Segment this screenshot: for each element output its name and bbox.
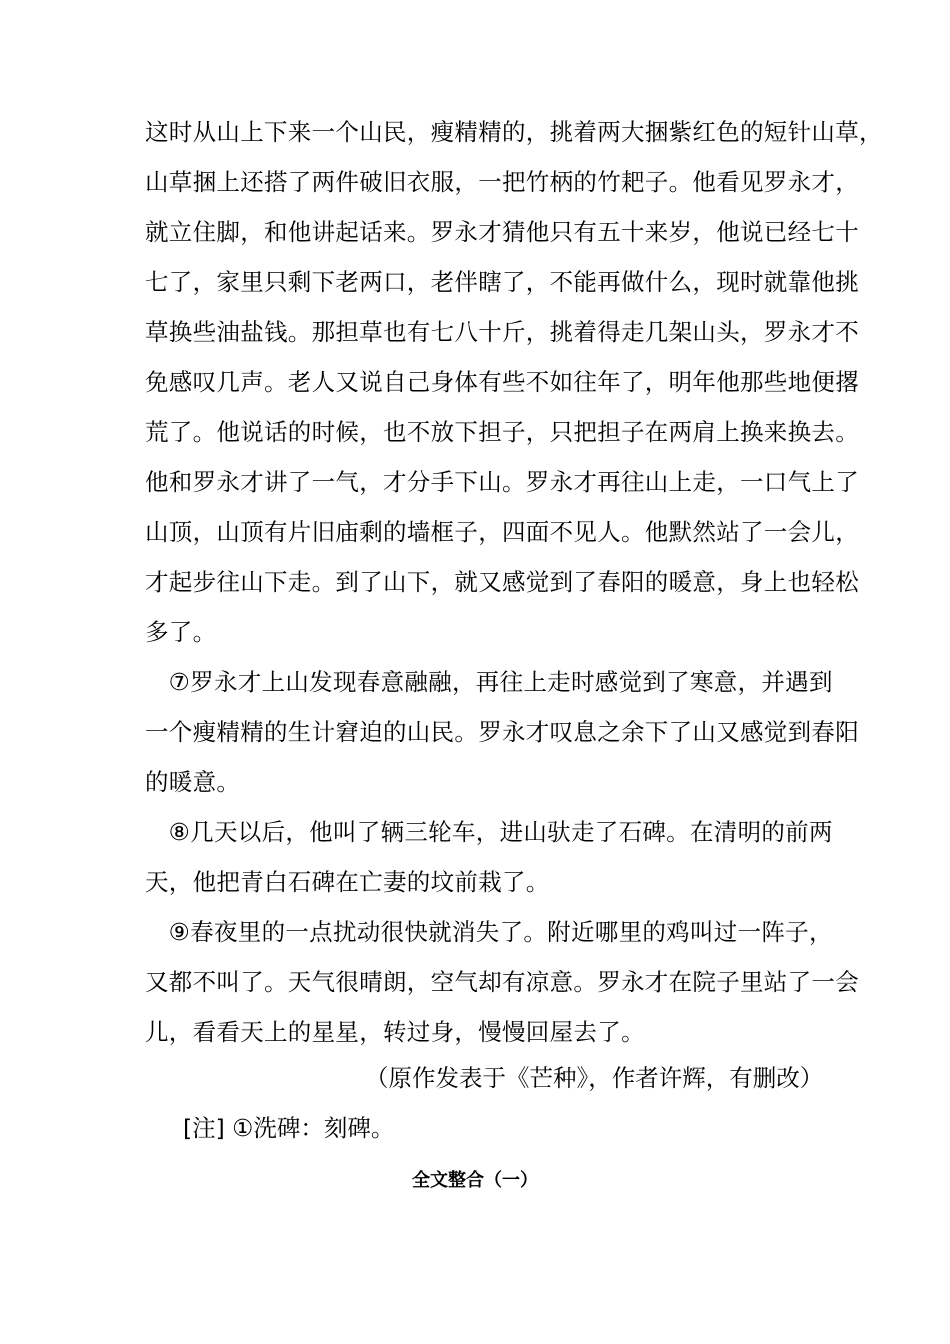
text-line: 多了。	[145, 618, 217, 646]
text-line: 七了，家里只剩下老两口，老伴瞎了，不能再做什么，现时就靠他挑	[145, 268, 859, 296]
text-line: 荒了。他说话的时候，也不放下担子，只把担子在两肩上换来换去。	[145, 418, 859, 446]
text-line: 这时从山上下来一个山民，瘦精精的，挑着两大捆紫红色的短针山草，	[145, 118, 883, 146]
text-line: 草换些油盐钱。那担草也有七八十斤，挑着得走几架山头，罗永才不	[145, 318, 859, 346]
text-line: 一个瘦精精的生计窘迫的山民。罗永才叹息之余下了山又感觉到春阳	[145, 718, 859, 746]
paragraph-7-line: ⑦罗永才上山发现春意融融，再往上走时感觉到了寒意，并遇到	[145, 668, 833, 696]
text-line: 儿，看看天上的星星，转过身，慢慢回屋去了。	[145, 1018, 645, 1046]
section-title: 全文整合（一）	[412, 1170, 538, 1191]
paragraph-9-line: ⑨春夜里的一点扰动很快就消失了。附近哪里的鸡叫过一阵子，	[145, 918, 833, 946]
text-line: 免感叹几声。老人又说自己身体有些不如往年了，明年他那些地便撂	[145, 368, 859, 396]
text-line: 才起步往山下走。到了山下，就又感觉到了春阳的暖意，身上也轻松	[145, 568, 859, 596]
text-line: 又都不叫了。天气很晴朗，空气却有凉意。罗永才在院子里站了一会	[145, 968, 859, 996]
text-line: 山草捆上还搭了两件破旧衣服，一把竹柄的竹耙子。他看见罗永才，	[145, 168, 859, 196]
text-line: 的暖意。	[145, 768, 241, 796]
paragraph-8-line: ⑧几天以后，他叫了辆三轮车，进山驮走了石碑。在清明的前两	[145, 818, 833, 846]
text-line: 就立住脚，和他讲起话来。罗永才猜他只有五十来岁，他说已经七十	[145, 218, 859, 246]
text-line: 他和罗永才讲了一气，才分手下山。罗永才再往山上走，一口气上了	[145, 468, 859, 496]
footnote: [注] ①洗碑：刻碑。	[183, 1114, 395, 1142]
text-line: 天，他把青白石碑在亡妻的坟前栽了。	[145, 868, 550, 896]
source-attribution: （原作发表于《芒种》，作者许辉，有删改）	[365, 1064, 824, 1092]
text-line: 山顶，山顶有片旧庙剩的墙框子，四面不见人。他默然站了一会儿，	[145, 518, 859, 546]
